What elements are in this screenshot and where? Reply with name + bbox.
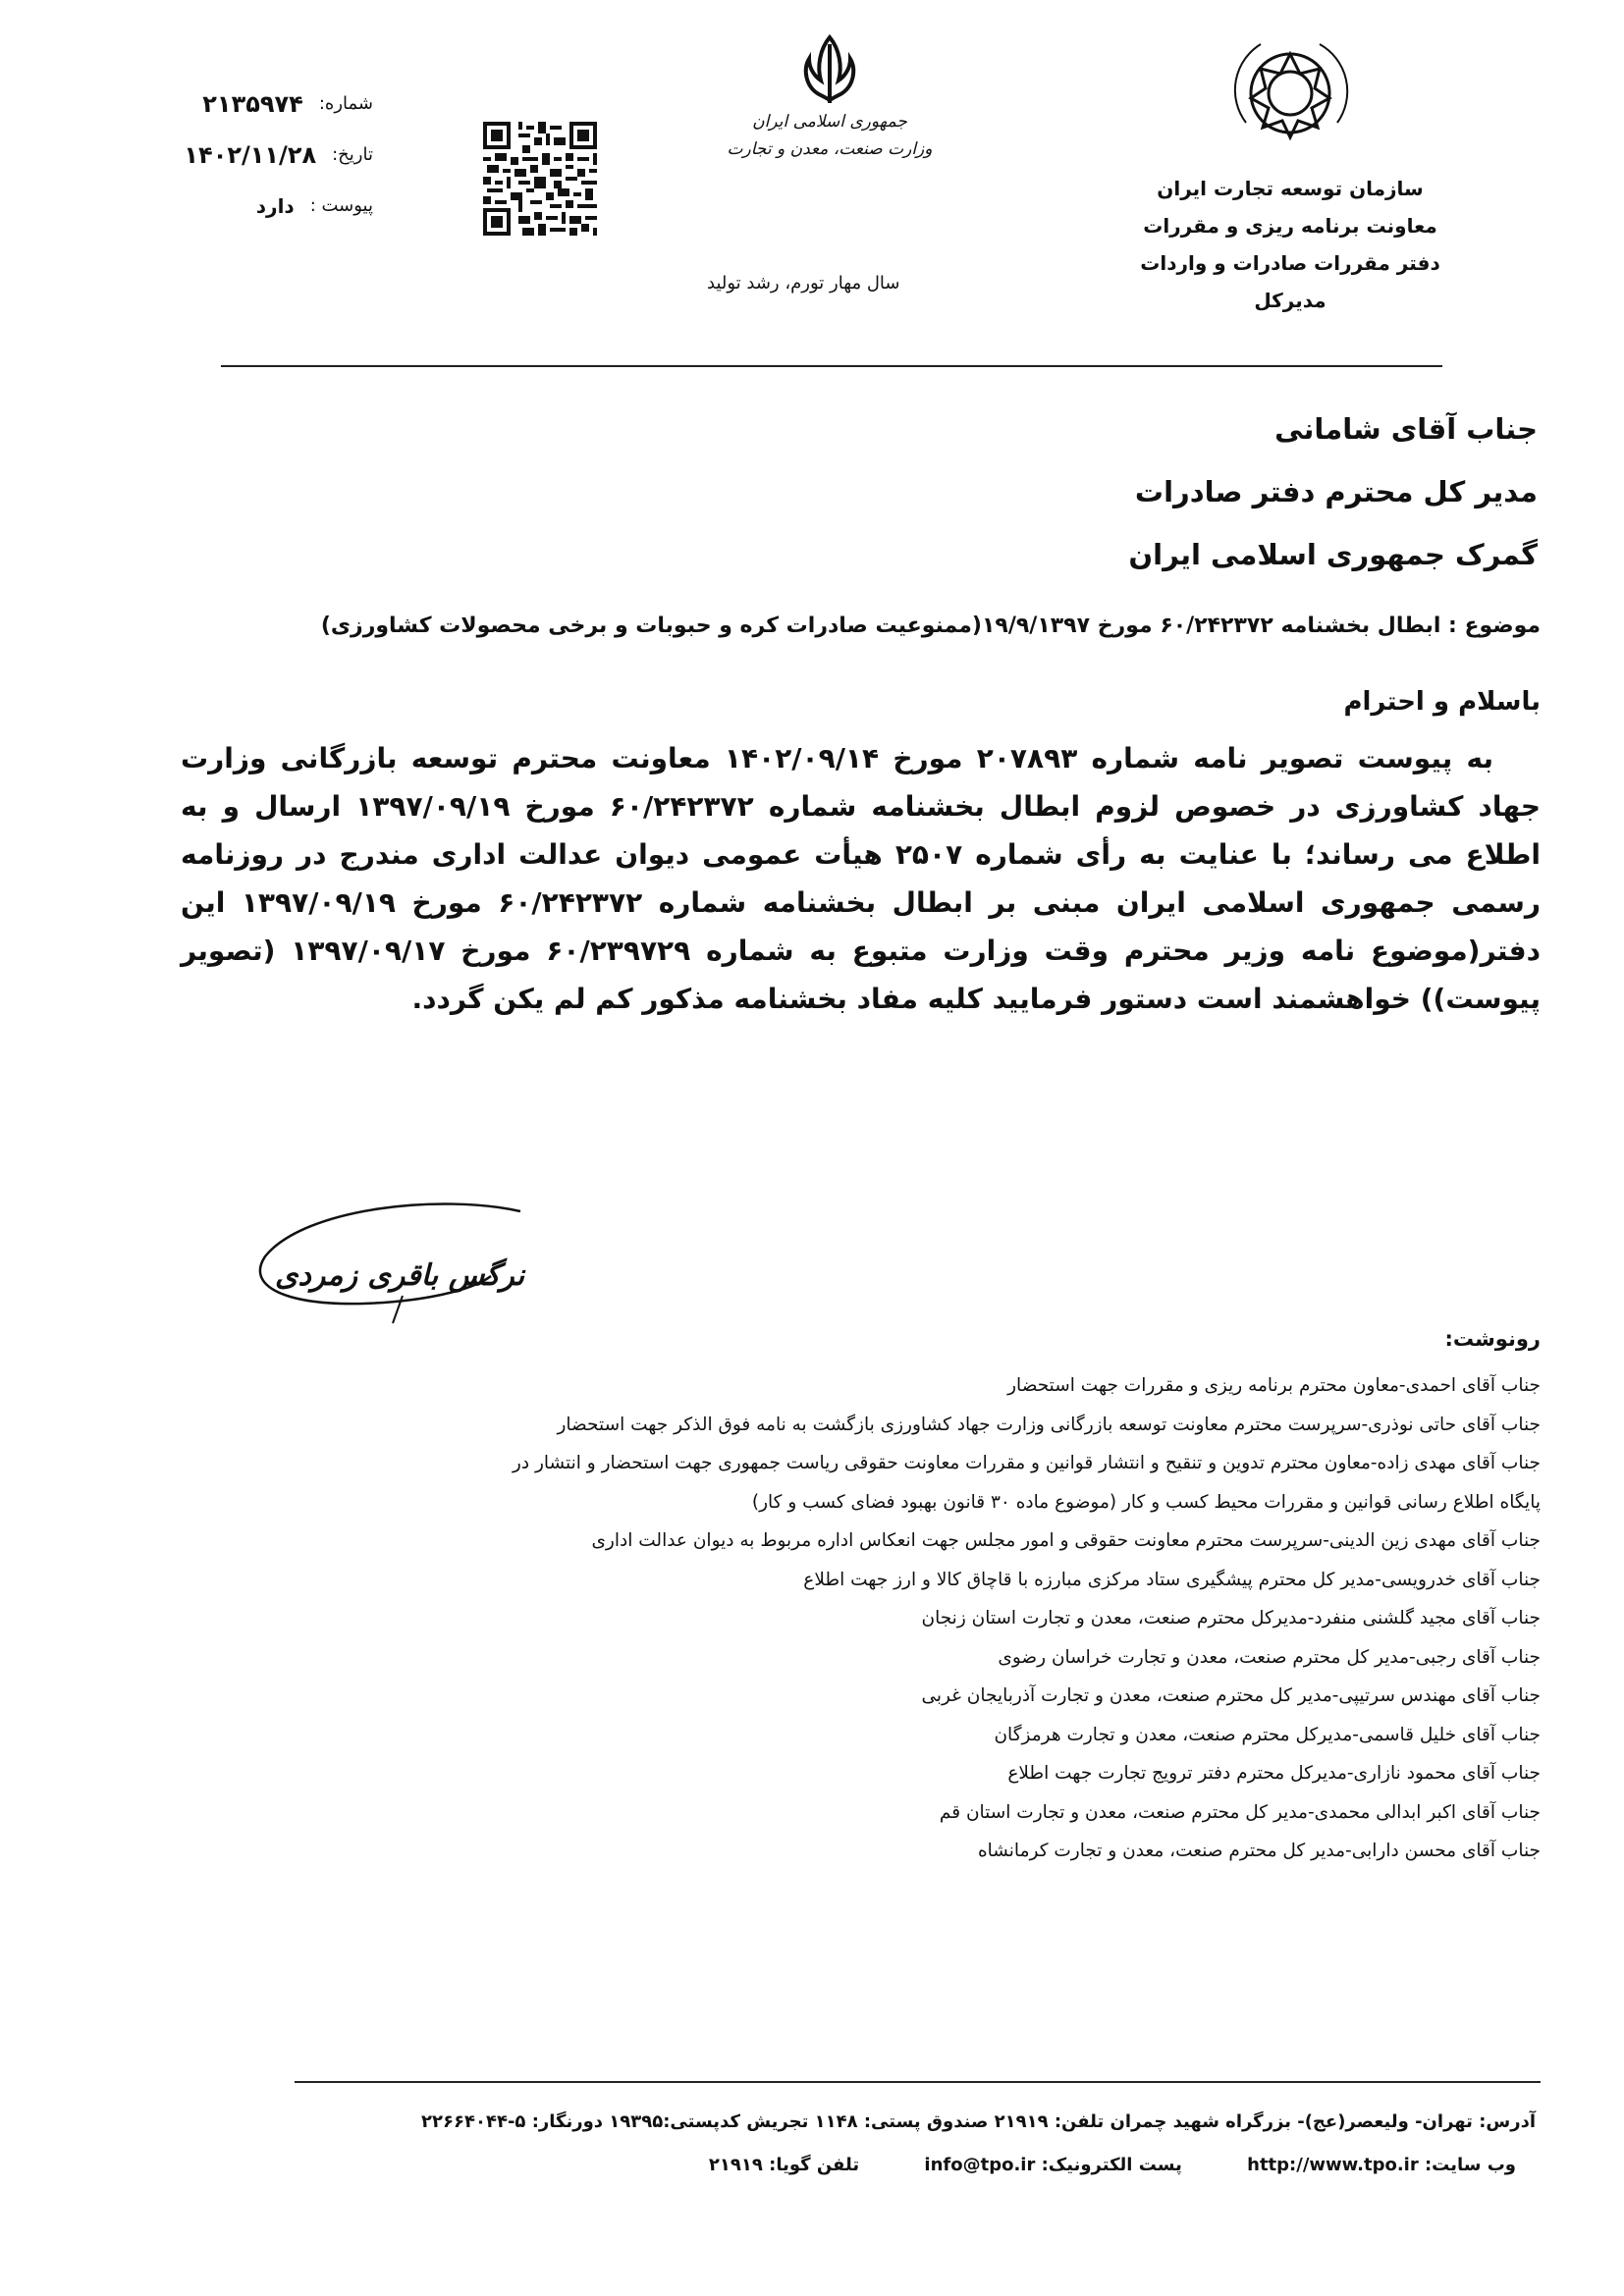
iran-emblem-icon — [795, 29, 864, 108]
attachment-label: پیوست : — [309, 195, 373, 216]
letter-body — [181, 734, 1541, 1023]
cc-item: جناب آقای رجبی-مدیر کل محترم صنعت، معدن و تجارت خراسان رضوی — [998, 1646, 1541, 1668]
header-divider — [221, 365, 1442, 367]
letter-number — [147, 79, 373, 130]
year-slogan: سال مهار تورم، رشد تولید — [707, 273, 900, 294]
cc-list — [107, 1366, 1541, 1871]
addressee-name: جناب آقای شامانی — [1274, 412, 1538, 446]
footer — [63, 2101, 1536, 2187]
footer-divider — [295, 2081, 1541, 2083]
letter-meta — [147, 79, 373, 232]
cc-item: جناب آقای مجید گلشنی منفرد-مدیرکل محترم صنعت، معدن و تجارت استان زنجان — [921, 1608, 1541, 1629]
footer-contacts — [63, 2144, 1536, 2187]
qr-code-icon — [483, 122, 597, 236]
number-label: شماره: — [318, 93, 373, 114]
org-name: سازمان توسعه تجارت ایران — [1157, 177, 1424, 200]
addressee-title: مدیر کل محترم دفتر صادرات — [1134, 475, 1538, 508]
addressee-organization: گمرک جمهوری اسلامی ایران — [1128, 538, 1538, 571]
cc-item: جناب آقای محسن دارابی-مدیر کل محترم صنعت، معدن و تجارت کرمانشاه — [977, 1841, 1541, 1861]
cc-item: جناب آقای اکبر ابدالی محمدی-مدیر کل محترم صنعت، معدن و تجارت استان قم — [939, 1801, 1541, 1823]
body-paragraph: به پیوست تصویر نامه شماره ۲۰۷۸۹۳ مورخ ۱۴۰۲/۰۹/۱۴ معاونت محترم توسعه بازرگانی وزارت جهاد کشاورزی در خصوص لزوم ابطال بخشنامه شماره ۶۰/۲۴۲۳۷۲ مورخ ۱۳۹۷/۰۹/۱۹ ارسال و به اطلاع می رساند؛ با عنایت به رأی شماره ۲۵۰۷ هیأت عمومی دیوان عدالت اداری مندرج در روزنامه رسمی جمهوری اسلامی ایران مبنی بر ابطال بخشنامه شماره ۶۰/۲۴۲۳۷۲ مورخ ۱۳۹۷/۰۹/۱۹ این دفتر(موضوع نامه وزیر محترم وقت وزارت متبوع به شماره ۶۰/۲۳۹۷۲۹ مورخ ۱۳۹۷/۰۹/۱۷ (تصویر پیوست)) خواهشمند است دستور فرمایید کلیه مفاد بخشنامه مذکور کم لم یکن گردد. — [181, 742, 1542, 1015]
date-value: ۱۴۰۲/۱۱/۲۸ — [184, 141, 317, 169]
emblem-header — [687, 29, 972, 163]
org-office: دفتر مقررات صادرات و واردات — [1140, 251, 1440, 275]
greeting: باسلام و احترام — [1343, 687, 1541, 717]
cc-item: جناب آقای خلیل قاسمی-مدیرکل محترم صنعت، معدن و تجارت هرمزگان — [994, 1724, 1541, 1745]
footer-email[interactable]: پست الکترونیک: info@tpo.ir — [924, 2155, 1182, 2175]
cc-item: جناب آقای خدرویسی-مدیر کل محترم پیشگیری ستاد مرکزی مبارزه با قاچاق کالا و ارز جهت اطلاع — [803, 1569, 1541, 1590]
cc-item: جناب آقای مهندس سرتیپی-مدیر کل محترم صنعت، معدن و تجارت آذربایجان غربی — [921, 1685, 1541, 1706]
emblem-ministry: وزارت صنعت، معدن و تجارت — [727, 139, 933, 159]
cc-title: رونوشت: — [1444, 1327, 1541, 1351]
org-deputy: معاونت برنامه ریزی و مقررات — [1143, 214, 1437, 238]
tpo-logo-icon — [1221, 25, 1359, 162]
cc-item: جناب آقای مهدی زین الدینی-سرپرست محترم معاونت حقوقی و امور مجلس جهت انعکاس اداره مربوط به دیوان عدالت اداری — [591, 1530, 1541, 1551]
cc-item: جناب آقای محمود نازاری-مدیرکل محترم دفتر ترویج تجارت جهت اطلاع — [1007, 1763, 1541, 1784]
date-label: تاریخ: — [332, 144, 373, 165]
org-director: مدیرکل — [1254, 289, 1326, 312]
cc-item: جناب آقای احمدی-معاون محترم برنامه ریزی و مقررات جهت استحضار — [1007, 1375, 1541, 1396]
signatory-name: نرگس باقری زمردی — [275, 1258, 525, 1293]
cc-item: پایگاه اطلاع رسانی قوانین و مقررات محیط کسب و کار (موضوع ماده ۳۰ قانون بهبود فضای کسب و کار) — [751, 1491, 1541, 1513]
letter-attachment — [147, 181, 373, 232]
cc-item: جناب آقای حاتی نوذری-سرپرست محترم معاونت توسعه بازرگانی وزارت جهاد کشاورزی بازگشت به نامه فوق الذکر جهت استحضار — [557, 1414, 1541, 1435]
letter-date — [147, 130, 373, 181]
footer-website[interactable]: وب سایت: http://www.tpo.ir — [1247, 2155, 1516, 2175]
letter-subject: موضوع : ابطال بخشنامه ۶۰/۲۴۲۳۷۲ مورخ ۱۹/۹/۱۳۹۷(ممنوعیت صادرات کره و حبوبات و برخی محصولات کشاورزی) — [320, 614, 1541, 638]
number-value: ۲۱۳۵۹۷۴ — [202, 90, 303, 118]
footer-address: آدرس: تهران- ولیعصر(عج)- بزرگراه شهید چمران تلفن: ۲۱۹۱۹ صندوق پستی: ۱۱۴۸ تجریش کدپستی:۱۹۳۹۵ دورنگار: ۵-۲۲۶۶۴۰۴۴ — [421, 2111, 1536, 2132]
organization-header — [1104, 25, 1477, 319]
addressee-block — [850, 398, 1538, 586]
emblem-country: جمهوری اسلامی ایران — [752, 112, 907, 132]
cc-item: جناب آقای مهدی زاده-معاون محترم تدوین و تنقیح و انتشار قوانین و مقررات معاونت حقوقی ریاست جمهوری جهت استحضار و انتشار در — [512, 1453, 1541, 1473]
footer-phone: تلفن گویا: ۲۱۹۱۹ — [708, 2155, 860, 2175]
attachment-value: دارد — [255, 194, 295, 218]
